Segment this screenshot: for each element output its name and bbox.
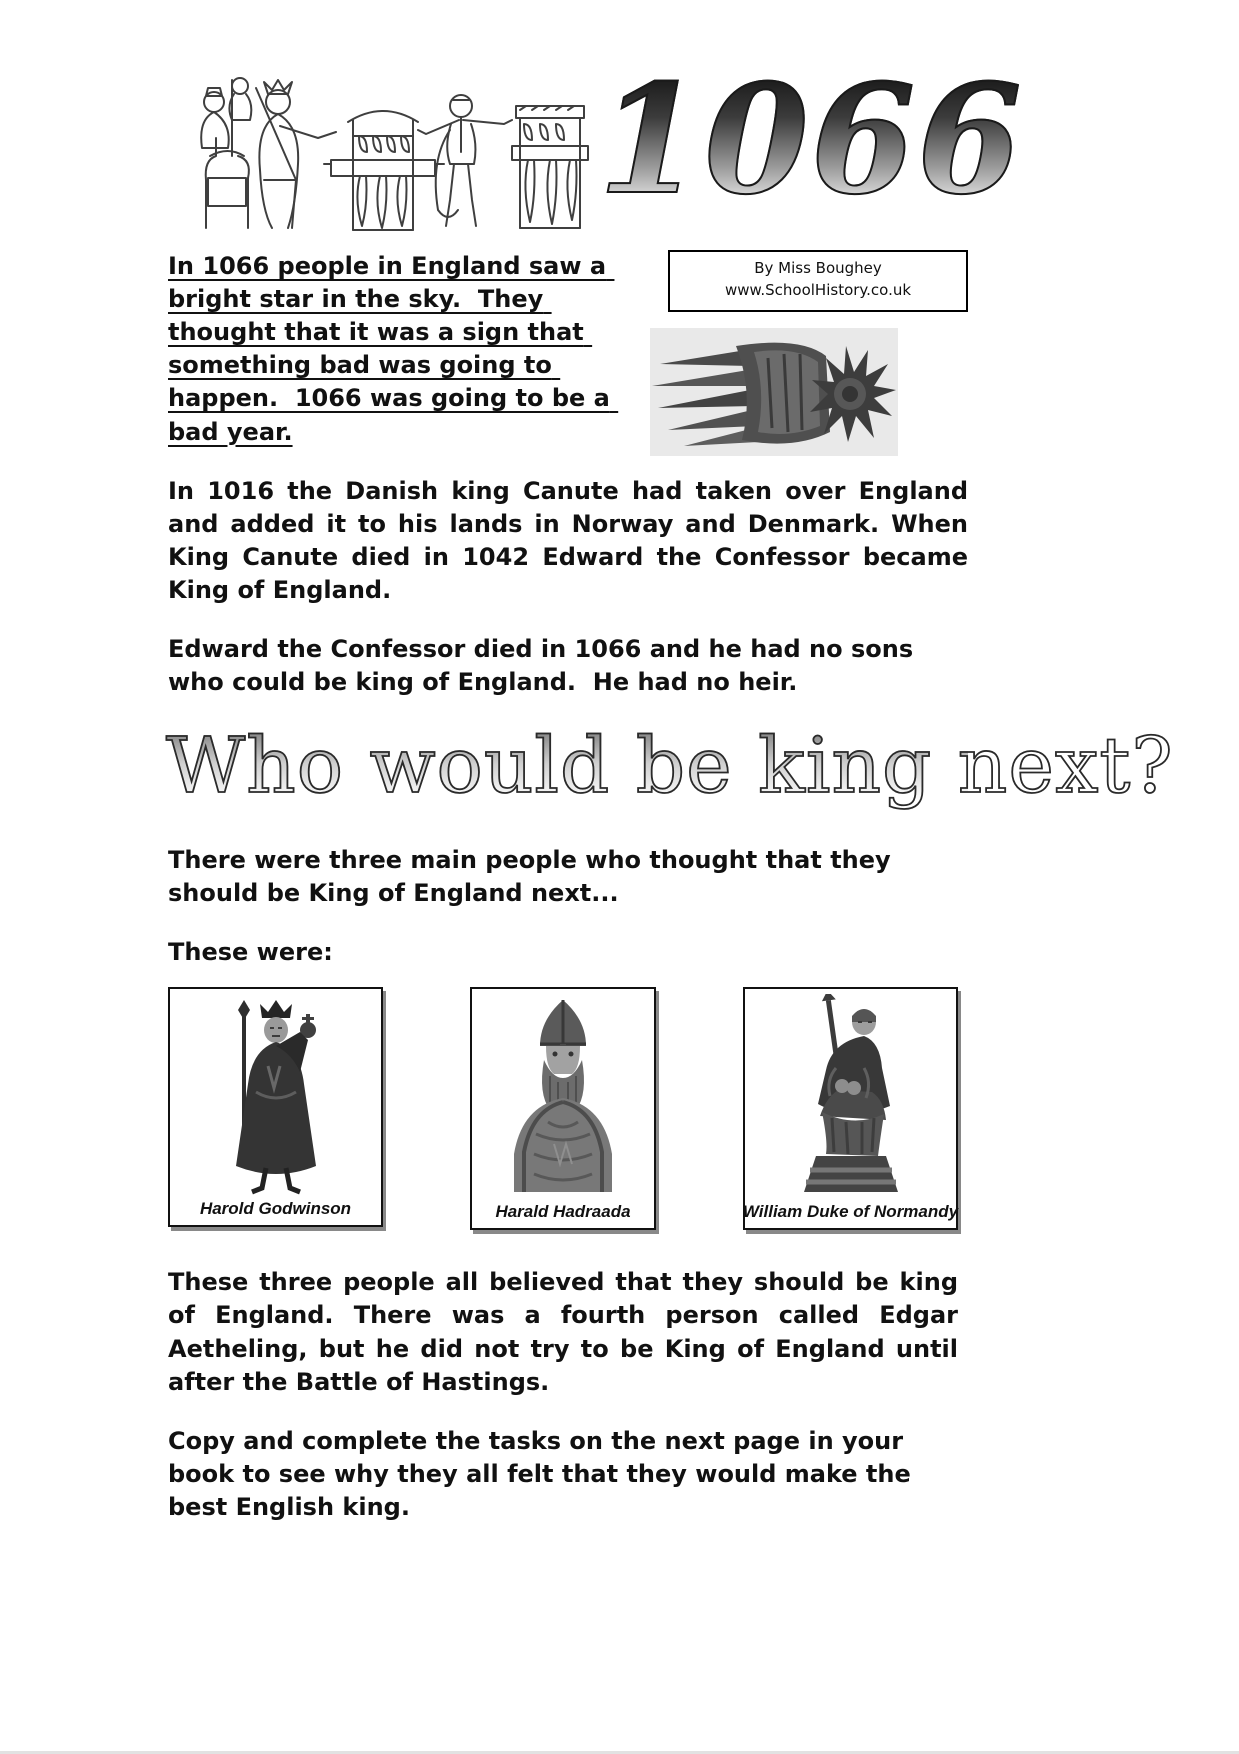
william-duke-of-normandy-portrait-icon xyxy=(749,993,952,1199)
page-header xyxy=(168,52,1024,250)
claimant-card-harald-hadraada xyxy=(470,987,656,1230)
believed-paragraph: These three people all believed that they should be king of England. There was a fourth person called Edgar Aetheling, but he did not try to be King of England until after the Battle of Hastings. xyxy=(168,1268,967,1396)
section-heading: Who would be king next? xyxy=(166,722,1174,812)
comet-image xyxy=(650,328,968,460)
claimant-name: William Duke of Normandy xyxy=(742,1201,959,1221)
these-were-label: These were: xyxy=(168,938,333,967)
harold-godwinson-portrait-icon xyxy=(174,993,377,1196)
harald-hadraada-portrait-icon xyxy=(476,993,650,1199)
claimant-card-harold-godwinson xyxy=(168,987,383,1227)
credit-website: www.SchoolHistory.co.uk xyxy=(724,280,912,299)
edward-paragraph: Edward the Confessor died in 1066 and he had no sons who could be king of England. He had no heir. xyxy=(168,635,922,697)
intro-paragraph: In 1066 people in England saw a bright star in the sky. They thought that it was a sign that something bad was going to happen. 1066 was going to be a bad year. xyxy=(168,252,619,446)
page-title: 1066 xyxy=(598,52,1024,228)
claimant-name: Harold Godwinson xyxy=(199,1198,352,1218)
three-people-paragraph: There were three main people who thought that they should be King of England next... xyxy=(168,846,900,908)
credit-author: By Miss Boughey xyxy=(754,259,882,277)
copy-tasks-paragraph: Copy and complete the tasks on the next page in your book to see why they all felt that they would make the best English king. xyxy=(168,1426,920,1521)
bayeux-tapestry-scene-icon xyxy=(168,60,598,240)
canute-paragraph: In 1016 the Danish king Canute had taken over England and added it to his lands in Norway and Denmark. When King Canute died in 1042 Edward the Confessor became King of England. xyxy=(168,476,977,604)
claimant-name: Harald Hadraada xyxy=(495,1201,631,1221)
credit-box xyxy=(668,250,968,312)
right-column xyxy=(638,250,968,460)
claimant-card-william-duke-of-normandy xyxy=(743,987,958,1230)
claimants-row xyxy=(168,987,958,1230)
